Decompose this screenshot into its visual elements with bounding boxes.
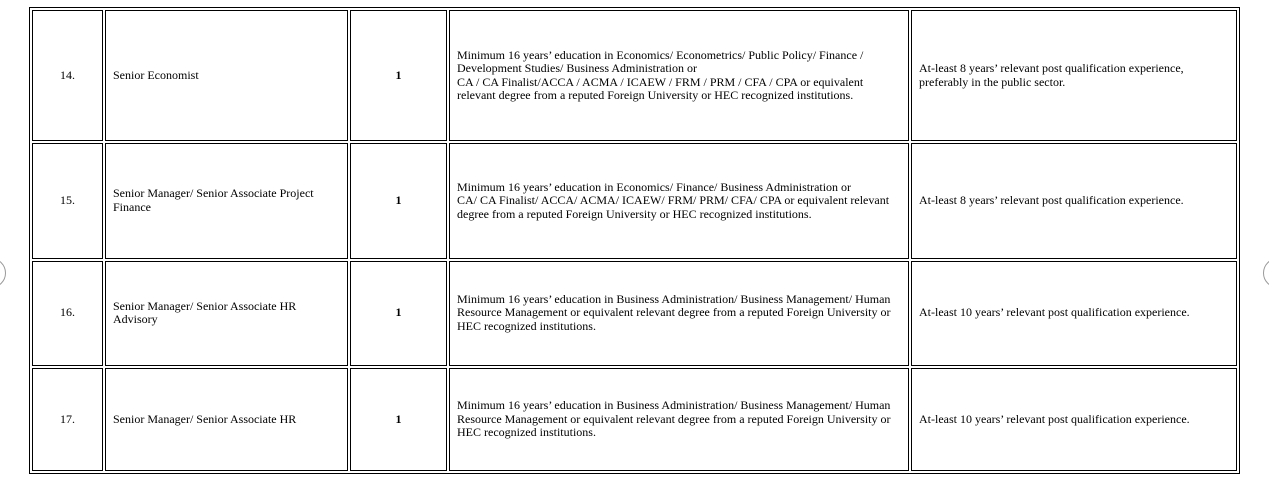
experience-cell: At-least 8 years’ relevant post qualification experience, preferably in the public sector. <box>911 10 1237 141</box>
serial-number-cell: 14. <box>32 10 103 141</box>
position-count-cell: 1 <box>350 143 447 258</box>
experience-cell: At-least 10 years’ relevant post qualification experience. <box>911 261 1237 366</box>
experience-cell: At-least 8 years’ relevant post qualification experience. <box>911 143 1237 258</box>
position-count-cell: 1 <box>350 368 447 471</box>
next-page-button[interactable] <box>1263 258 1269 288</box>
post-title-cell: Senior Manager/ Senior Associate HR <box>105 368 348 471</box>
education-cell <box>449 261 909 366</box>
positions-table <box>30 8 1239 473</box>
experience-cell: At-least 10 years’ relevant post qualification experience. <box>911 368 1237 471</box>
serial-number-cell: 15. <box>32 143 103 258</box>
position-count-cell: 1 <box>350 261 447 366</box>
post-title-cell: Senior Economist <box>105 10 348 141</box>
post-title-cell: Senior Manager/ Senior Associate HR Advisory <box>105 261 348 366</box>
education-text: Minimum 16 years’ education in Economics/ Econometrics/ Public Policy/ Finance / Development Studies/ Business Administration or CA / CA Finalist/ACCA / ACMA / ICAEW / FRM / PRM / CFA / CPA or equivalent relevant degree from a reputed Foreign University or HEC recognized institutions. <box>457 47 864 103</box>
serial-number-cell: 16. <box>32 261 103 366</box>
table-row <box>32 143 1237 258</box>
table-row <box>32 10 1237 141</box>
table-row <box>32 368 1237 471</box>
serial-number-cell: 17. <box>32 368 103 471</box>
education-text: Minimum 16 years’ education in Economics/ Finance/ Business Administration or CA/ CA Finalist/ ACCA/ ACMA/ ICAEW/ FRM/ PRM/ CFA/ CPA or equivalent relevant degree from a reputed Foreign University or HEC recognized institutions. <box>457 179 890 221</box>
education-text: Minimum 16 years’ education in Business Administration/ Business Management/ Human Resource Management or equivalent relevant degree from a reputed Foreign University or HEC recognized institutions. <box>457 398 891 440</box>
education-cell <box>449 143 909 258</box>
education-cell <box>449 10 909 141</box>
position-count-cell: 1 <box>350 10 447 141</box>
post-title-cell: Senior Manager/ Senior Associate Project Finance <box>105 143 348 258</box>
education-cell <box>449 368 909 471</box>
table-row <box>32 261 1237 366</box>
positions-table-frame <box>29 7 1240 474</box>
previous-page-button[interactable] <box>0 258 6 288</box>
education-text: Minimum 16 years’ education in Business Administration/ Business Management/ Human Resource Management or equivalent relevant degree from a reputed Foreign University or HEC recognized institutions. <box>457 291 891 333</box>
